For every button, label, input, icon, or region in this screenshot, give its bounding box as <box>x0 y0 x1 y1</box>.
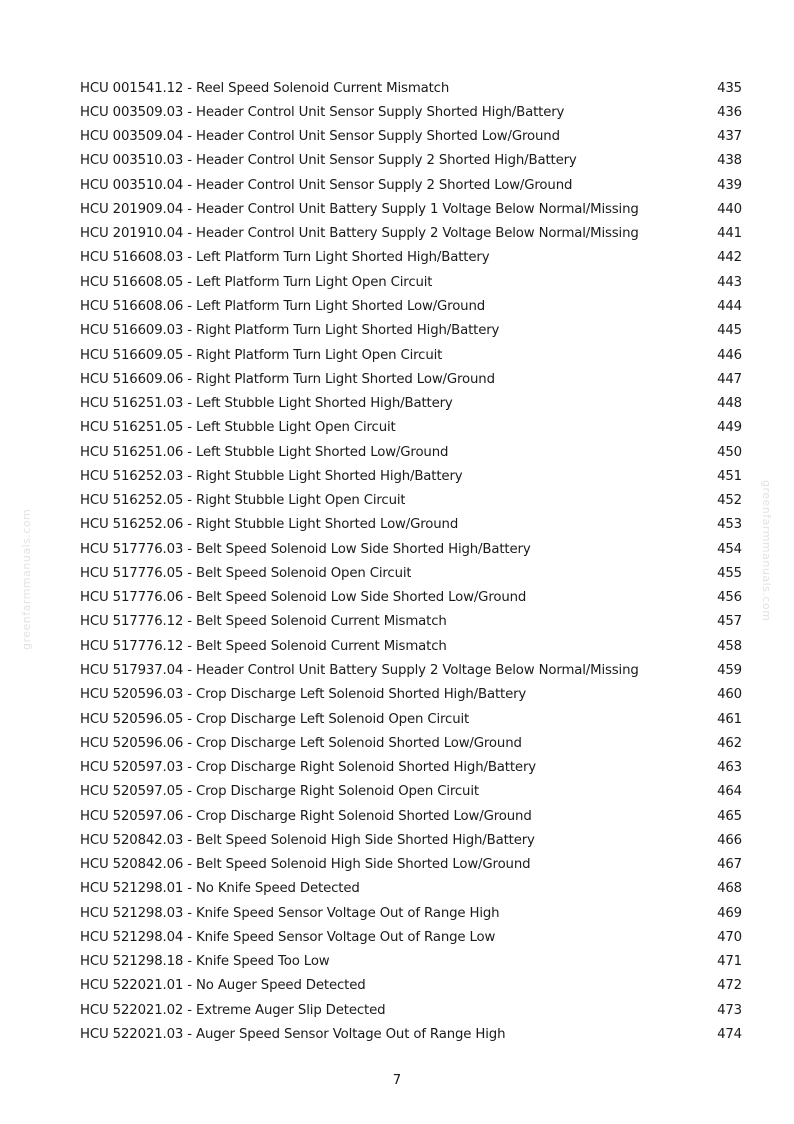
toc-entry-title: HCU 522021.03 - Auger Speed Sensor Voltage Out of Range High <box>80 1026 506 1042</box>
toc-entry-page: 458 <box>717 638 742 654</box>
toc-entry[interactable] <box>80 319 742 343</box>
toc-entry-page: 438 <box>717 153 742 169</box>
toc-entry-page: 462 <box>717 735 742 751</box>
toc-entry-page: 473 <box>717 1002 742 1018</box>
toc-entry-page: 442 <box>717 250 742 266</box>
toc-entry-title: HCU 520842.06 - Belt Speed Solenoid High Side Shorted Low/Ground <box>80 857 531 873</box>
toc-entry[interactable] <box>80 561 742 585</box>
toc-entry-title: HCU 003509.03 - Header Control Unit Sensor Supply Shorted High/Battery <box>80 104 565 120</box>
toc-entry-page: 465 <box>717 808 742 824</box>
toc-entry[interactable] <box>80 537 742 561</box>
toc-entry-title: HCU 522021.01 - No Auger Speed Detected <box>80 978 366 994</box>
toc-entry-title: HCU 003510.04 - Header Control Unit Sensor Supply 2 Shorted Low/Ground <box>80 177 573 193</box>
toc-entry-page: 453 <box>717 517 742 533</box>
toc-entry[interactable] <box>80 683 742 707</box>
toc-entry-page: 460 <box>717 687 742 703</box>
toc-entry[interactable] <box>80 440 742 464</box>
toc-entry[interactable] <box>80 950 742 974</box>
toc-entry-page: 452 <box>717 493 742 509</box>
toc-entry[interactable] <box>80 901 742 925</box>
toc-entry-page: 466 <box>717 832 742 848</box>
toc-entry-page: 449 <box>717 420 742 436</box>
toc-entry-title: HCU 201909.04 - Header Control Unit Battery Supply 1 Voltage Below Normal/Missing <box>80 201 639 217</box>
toc-entry-page: 445 <box>717 323 742 339</box>
toc-entry-title: HCU 521298.18 - Knife Speed Too Low <box>80 954 330 970</box>
table-of-contents <box>80 76 742 1047</box>
toc-entry[interactable] <box>80 804 742 828</box>
toc-entry[interactable] <box>80 391 742 415</box>
toc-entry-page: 457 <box>717 614 742 630</box>
toc-entry-page: 440 <box>717 201 742 217</box>
toc-entry-title: HCU 520596.03 - Crop Discharge Left Solenoid Shorted High/Battery <box>80 687 527 703</box>
watermark-right: greenfarmmanuals.com <box>760 480 773 622</box>
toc-entry-title: HCU 003510.03 - Header Control Unit Sensor Supply 2 Shorted High/Battery <box>80 153 577 169</box>
toc-entry[interactable] <box>80 76 742 100</box>
toc-entry-title: HCU 516251.06 - Left Stubble Light Shorted Low/Ground <box>80 444 449 460</box>
toc-entry-title: HCU 516252.03 - Right Stubble Light Shorted High/Battery <box>80 468 463 484</box>
toc-entry-title: HCU 521298.01 - No Knife Speed Detected <box>80 881 360 897</box>
toc-entry-title: HCU 516608.03 - Left Platform Turn Light Shorted High/Battery <box>80 250 490 266</box>
watermark-left: greenfarmmanuals.com <box>20 508 33 650</box>
toc-entry-page: 469 <box>717 905 742 921</box>
toc-entry[interactable] <box>80 974 742 998</box>
toc-entry-title: HCU 516252.05 - Right Stubble Light Open Circuit <box>80 493 406 509</box>
toc-entry-title: HCU 516608.05 - Left Platform Turn Light Open Circuit <box>80 274 433 290</box>
toc-entry-title: HCU 003509.04 - Header Control Unit Sensor Supply Shorted Low/Ground <box>80 129 560 145</box>
toc-entry-title: HCU 001541.12 - Reel Speed Solenoid Current Mismatch <box>80 80 450 96</box>
toc-entry[interactable] <box>80 998 742 1022</box>
toc-entry[interactable] <box>80 294 742 318</box>
toc-entry[interactable] <box>80 586 742 610</box>
toc-entry[interactable] <box>80 853 742 877</box>
toc-entry-page: 467 <box>717 857 742 873</box>
toc-entry[interactable] <box>80 149 742 173</box>
toc-entry-title: HCU 520596.05 - Crop Discharge Left Solenoid Open Circuit <box>80 711 470 727</box>
toc-entry[interactable] <box>80 731 742 755</box>
toc-entry-title: HCU 520597.05 - Crop Discharge Right Solenoid Open Circuit <box>80 784 479 800</box>
toc-entry-page: 470 <box>717 929 742 945</box>
toc-entry-title: HCU 516609.06 - Right Platform Turn Light Shorted Low/Ground <box>80 371 495 387</box>
toc-entry-title: HCU 516609.05 - Right Platform Turn Light Open Circuit <box>80 347 443 363</box>
toc-entry-page: 444 <box>717 299 742 315</box>
toc-entry-page: 451 <box>717 468 742 484</box>
toc-entry-page: 436 <box>717 104 742 120</box>
toc-entry[interactable] <box>80 367 742 391</box>
toc-entry[interactable] <box>80 925 742 949</box>
toc-entry-page: 461 <box>717 711 742 727</box>
toc-entry[interactable] <box>80 246 742 270</box>
toc-entry[interactable] <box>80 658 742 682</box>
toc-entry[interactable] <box>80 707 742 731</box>
toc-entry-title: HCU 517776.03 - Belt Speed Solenoid Low Side Shorted High/Battery <box>80 541 531 557</box>
toc-entry[interactable] <box>80 877 742 901</box>
toc-entry-title: HCU 517937.04 - Header Control Unit Battery Supply 2 Voltage Below Normal/Missing <box>80 663 639 678</box>
toc-entry-page: 455 <box>717 565 742 581</box>
toc-entry-page: 474 <box>717 1026 742 1042</box>
toc-entry-page: 446 <box>717 347 742 363</box>
toc-entry-page: 463 <box>717 760 742 776</box>
toc-entry-title: HCU 521298.03 - Knife Speed Sensor Voltage Out of Range High <box>80 905 500 921</box>
toc-entry-title: HCU 517776.06 - Belt Speed Solenoid Low Side Shorted Low/Ground <box>80 590 527 606</box>
toc-entry[interactable] <box>80 270 742 294</box>
toc-entry-title: HCU 517776.12 - Belt Speed Solenoid Current Mismatch <box>80 614 447 630</box>
toc-entry[interactable] <box>80 416 742 440</box>
toc-entry[interactable] <box>80 100 742 124</box>
toc-entry[interactable] <box>80 222 742 246</box>
toc-entry[interactable] <box>80 173 742 197</box>
toc-entry-page: 435 <box>717 80 742 96</box>
toc-entry-page: 439 <box>717 177 742 193</box>
toc-entry[interactable] <box>80 610 742 634</box>
toc-entry[interactable] <box>80 197 742 221</box>
toc-entry-page: 471 <box>717 954 742 970</box>
toc-entry[interactable] <box>80 489 742 513</box>
toc-entry[interactable] <box>80 464 742 488</box>
toc-entry-title: HCU 517776.12 - Belt Speed Solenoid Current Mismatch <box>80 638 447 654</box>
toc-entry-page: 459 <box>717 663 742 678</box>
toc-entry-title: HCU 516609.03 - Right Platform Turn Light Shorted High/Battery <box>80 323 500 339</box>
toc-entry-title: HCU 520597.06 - Crop Discharge Right Solenoid Shorted Low/Ground <box>80 808 532 824</box>
toc-entry-title: HCU 517776.05 - Belt Speed Solenoid Open Circuit <box>80 565 412 581</box>
toc-entry[interactable] <box>80 513 742 537</box>
toc-entry[interactable] <box>80 828 742 852</box>
toc-entry-page: 472 <box>717 978 742 994</box>
toc-entry-title: HCU 521298.04 - Knife Speed Sensor Voltage Out of Range Low <box>80 929 496 945</box>
toc-entry-page: 456 <box>717 590 742 606</box>
toc-entry[interactable] <box>80 780 742 804</box>
toc-entry[interactable] <box>80 125 742 149</box>
toc-entry-page: 447 <box>717 371 742 387</box>
toc-entry-page: 454 <box>717 541 742 557</box>
toc-entry-title: HCU 201910.04 - Header Control Unit Battery Supply 2 Voltage Below Normal/Missing <box>80 226 639 242</box>
toc-entry-title: HCU 516251.05 - Left Stubble Light Open Circuit <box>80 420 396 436</box>
toc-entry[interactable] <box>80 343 742 367</box>
toc-entry-title: HCU 516608.06 - Left Platform Turn Light Shorted Low/Ground <box>80 299 486 315</box>
toc-entry-title: HCU 522021.02 - Extreme Auger Slip Detected <box>80 1002 386 1018</box>
toc-entry-page: 450 <box>717 444 742 460</box>
toc-entry-page: 448 <box>717 396 742 412</box>
toc-entry-title: HCU 516251.03 - Left Stubble Light Shorted High/Battery <box>80 396 453 412</box>
toc-entry[interactable] <box>80 634 742 658</box>
toc-entry-page: 443 <box>717 274 742 290</box>
toc-entry[interactable] <box>80 755 742 779</box>
toc-entry-title: HCU 520842.03 - Belt Speed Solenoid High Side Shorted High/Battery <box>80 832 535 848</box>
toc-entry[interactable] <box>80 1022 742 1046</box>
toc-entry-title: HCU 516252.06 - Right Stubble Light Shorted Low/Ground <box>80 517 459 533</box>
toc-entry-page: 468 <box>717 881 742 897</box>
toc-entry-title: HCU 520596.06 - Crop Discharge Left Solenoid Shorted Low/Ground <box>80 735 522 751</box>
toc-entry-title: HCU 520597.03 - Crop Discharge Right Solenoid Shorted High/Battery <box>80 760 536 776</box>
toc-entry-page: 441 <box>717 226 742 242</box>
page-number: 7 <box>392 1073 402 1088</box>
toc-entry-page: 464 <box>717 784 742 800</box>
toc-entry-page: 437 <box>717 129 742 145</box>
